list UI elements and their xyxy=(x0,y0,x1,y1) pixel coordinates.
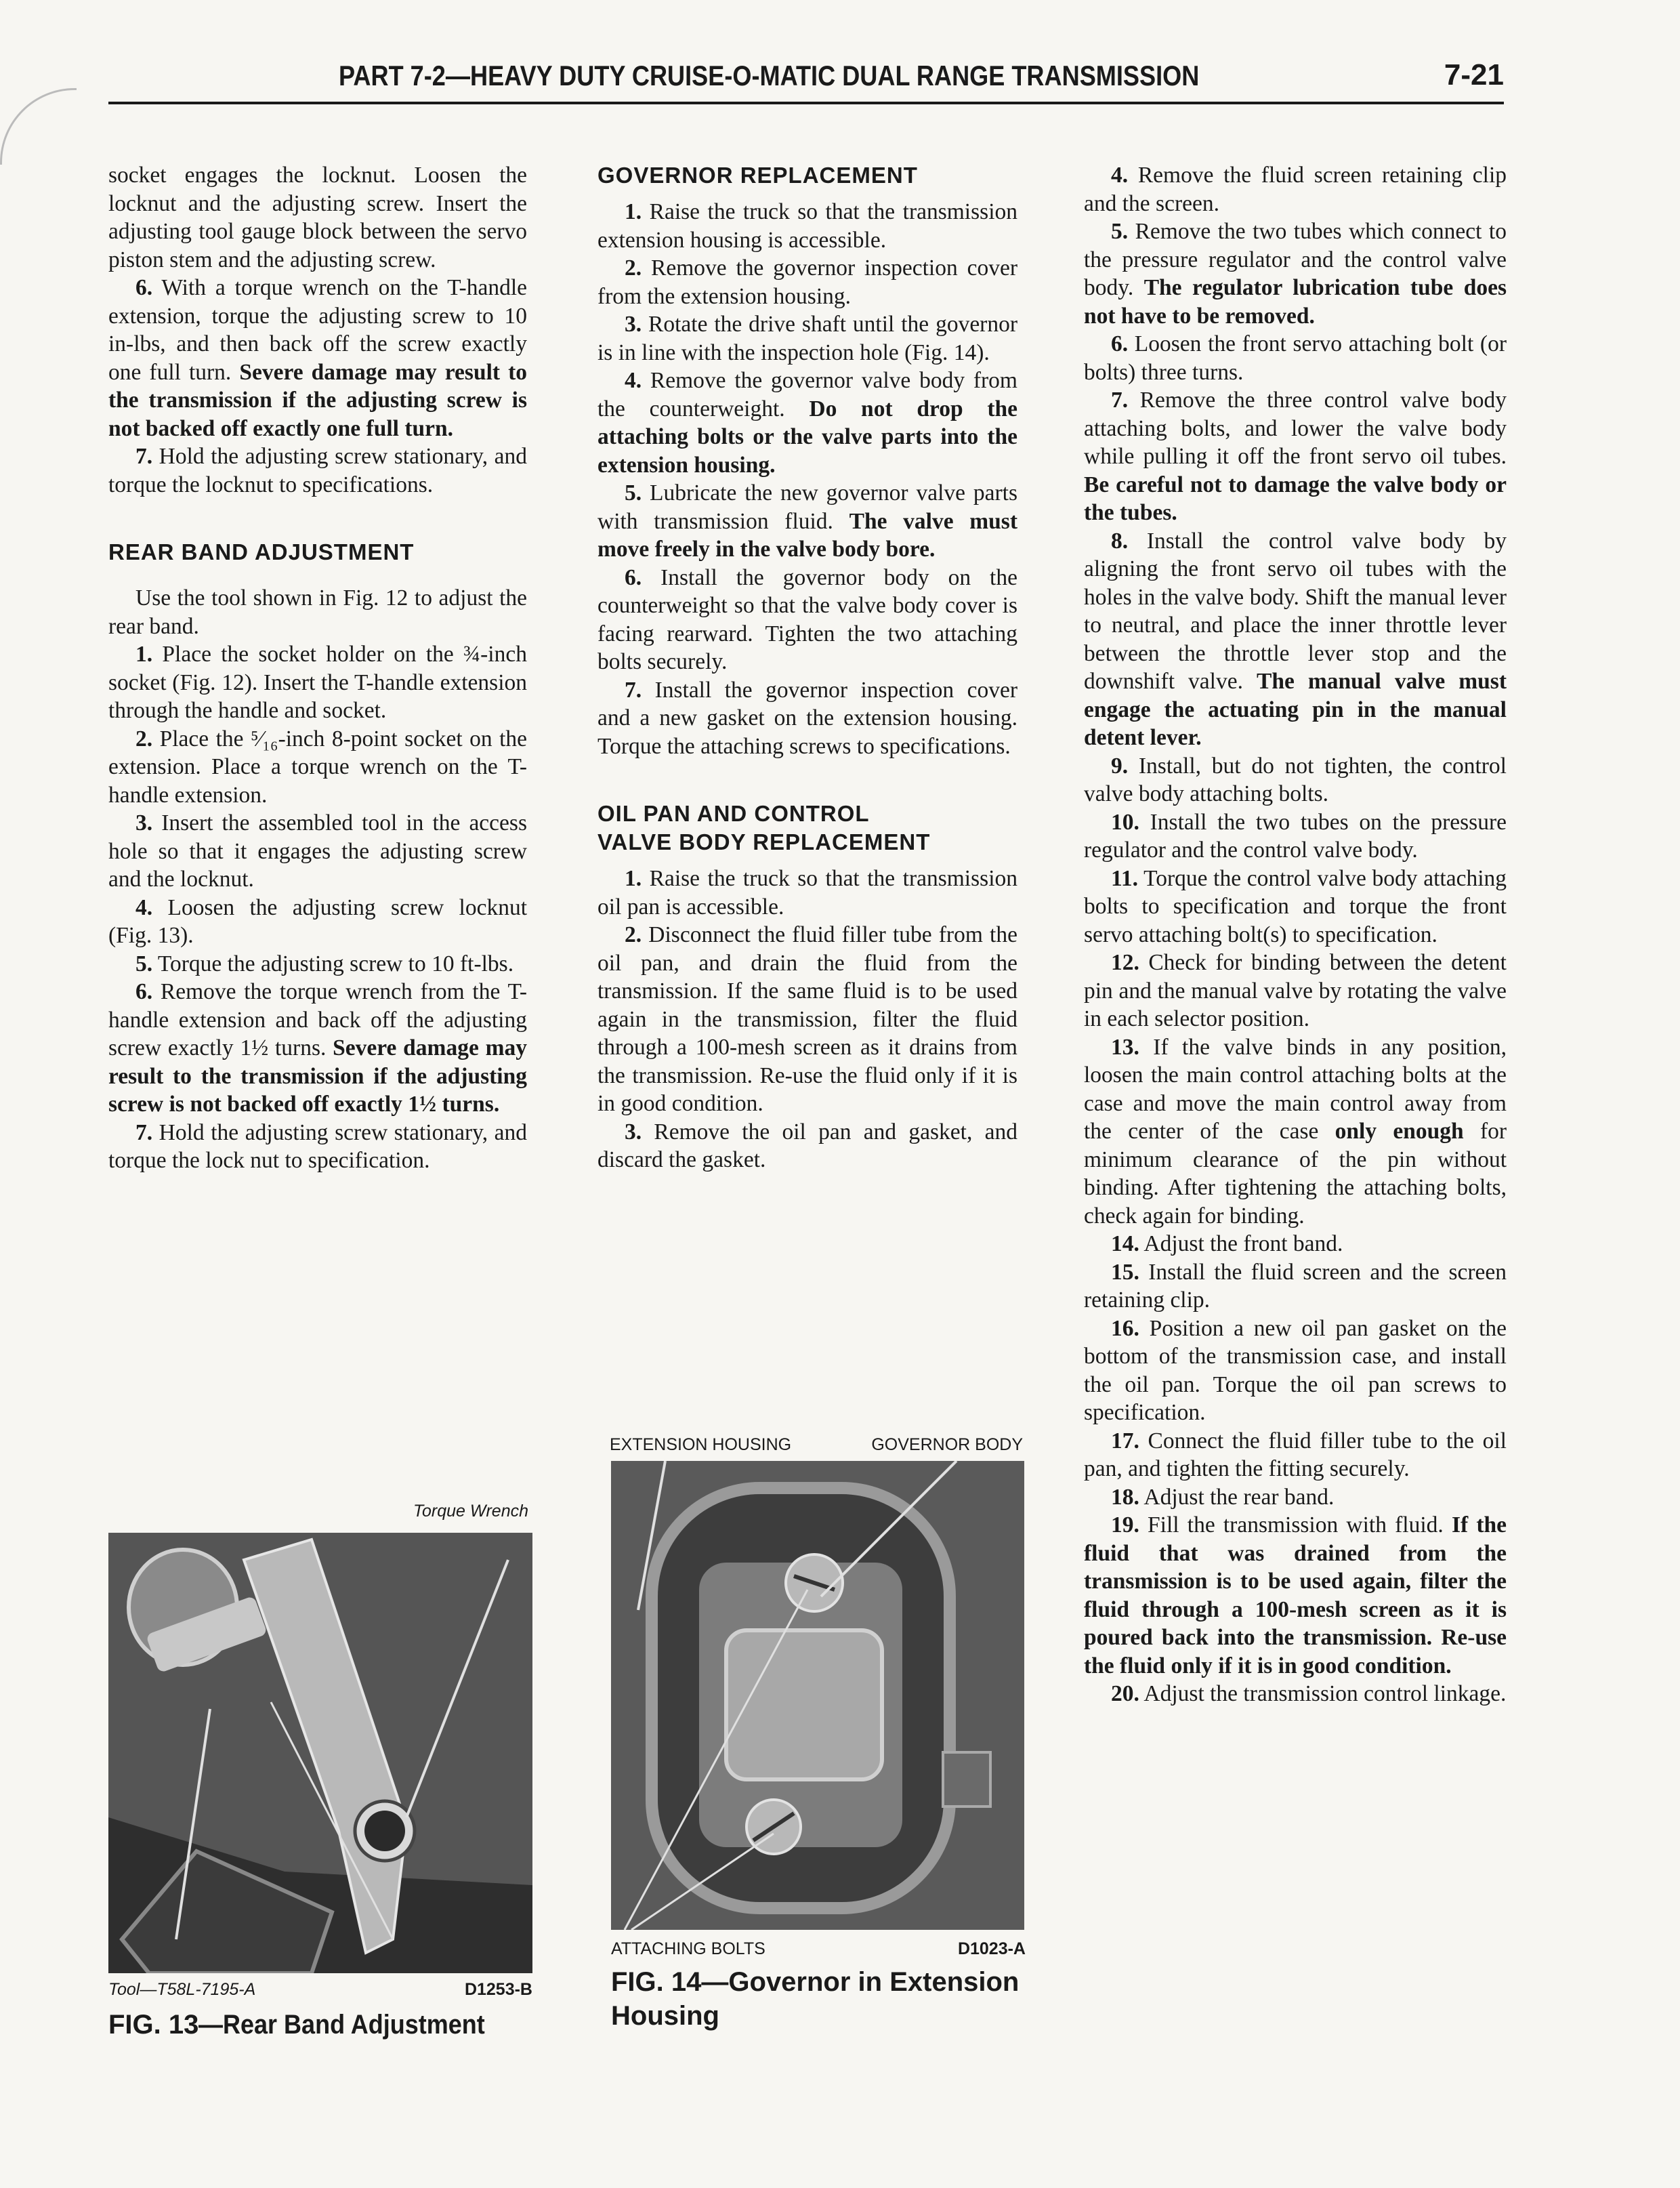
tool-number-label: Tool—T58L-7195-A xyxy=(108,1980,256,1999)
figure-14-labels xyxy=(611,1939,1026,1959)
figure-14-caption: FIG. 14—Governor in Extension Housing xyxy=(611,1967,1020,2031)
step-1: 1. Raise the truck so that the transmission extension housing is accessible. xyxy=(597,199,1017,253)
figure-13-caption: FIG. 13—Rear Band Adjustment xyxy=(108,2010,486,2040)
step-13: 13. If the valve binds in any position, loosen the main control attaching bolts at the case and move the main control away from the center of the case only enough for minimum clearance of the pin without binding. After tightening the attaching bolts, check again for binding. xyxy=(1084,1034,1507,1229)
step-2: 2. Remove the governor inspection cover from the extension housing. xyxy=(597,255,1017,309)
step-16: 16. Position a new oil pan gasket on the bottom of the transmission case, and install the oil pan. Torque the oil pan screws to specification. xyxy=(1084,1315,1507,1425)
step-9: 9. Install, but do not tighten, the control valve body attaching bolts. xyxy=(1084,753,1507,806)
callout-extension-housing: EXTENSION HOUSING xyxy=(610,1435,792,1454)
section-heading-oil-pan: OIL PAN AND CONTROL VALVE BODY REPLACEMENT xyxy=(597,801,931,854)
governor-illustration xyxy=(611,1461,1024,1930)
figure-13-photo xyxy=(108,1533,532,1973)
step-1: 1. Raise the truck so that the transmission oil pan is accessible. xyxy=(597,866,1017,920)
step-3: 3. Rotate the drive shaft until the governor is in line with the inspection hole (Fig. 14). xyxy=(597,312,1017,365)
step-7: 7. Hold the adjusting screw stationary, and torque the lock nut to specification. xyxy=(108,1119,527,1173)
section-heading-governor: GOVERNOR REPLACEMENT xyxy=(597,163,918,188)
step-3: 3. Insert the assembled tool in the access hole so that it engages the adjusting screw and the locknut. xyxy=(108,810,527,892)
step-11: 11. Torque the control valve body attaching bolts to specification and torque the front servo attaching bolt(s) to specification. xyxy=(1084,865,1507,947)
step-5: 5. Torque the adjusting screw to 10 ft-lbs. xyxy=(135,951,514,976)
column-middle xyxy=(597,161,1017,1174)
step-4: 4. Loosen the adjusting screw locknut (Fig. 13). xyxy=(108,894,527,948)
step-6: 6. Loosen the front servo attaching bolt (or bolts) three turns. xyxy=(1084,331,1507,385)
step-6: 6. Install the governor body on the counterweight so that the valve body cover is facing rearward. Tighten the two attaching bolts securely. xyxy=(597,564,1017,674)
paragraph: Use the tool shown in Fig. 12 to adjust the rear band. xyxy=(108,585,527,639)
step-6: 6. With a torque wrench on the T-handle extension, torque the adjusting screw to 10 in-lbs, and then back off the screw exactly one full turn. Severe damage may result to the transmission if the adjusting screw is not backed off exactly one full turn. xyxy=(108,275,528,441)
step-5: 5. Lubricate the new governor valve parts with transmission fluid. The valve must move freely in the valve body bore. xyxy=(597,480,1017,562)
figure-14-photo xyxy=(611,1461,1024,1930)
step-1: 1. Place the socket holder on the ¾-inch socket (Fig. 12). Insert the T-handle extension through the handle and socket. xyxy=(108,642,527,723)
step-8: 8. Install the control valve body by aligning the front servo oil tubes with the holes in the valve body. Shift the manual lever to neutral, and place the inner throttle lever between the throttle lever stop and the downshift valve. The manual valve must engage the actuating pin in the manual detent lever. xyxy=(1084,528,1507,750)
step-18: 18. Adjust the rear band. xyxy=(1111,1484,1335,1510)
figure-code: D1253-B xyxy=(464,1980,532,1999)
figure-14-top-labels xyxy=(610,1435,1023,1455)
step-19: 19. Fill the transmission with fluid. If the fluid that was drained from the transmission is to be used again, filter the fluid through a 100-mesh screen as it is poured back into the transmission. Re-use the fluid only if it is in good condition. xyxy=(1084,1512,1507,1678)
paragraph: socket engages the locknut. Loosen the locknut and the adjusting screw. Insert the adjusting tool gauge block between the servo piston stem and the adjusting screw. xyxy=(108,163,527,272)
step-2: 2. Disconnect the fluid filler tube from the oil pan, and drain the fluid from the transmission. If the same fluid is to be used again in the transmission, filter the fluid through a 100-mesh screen as it drains from the transmission. Re-use the fluid only if it is in good condition. xyxy=(597,922,1017,1116)
page-corner-mark xyxy=(0,88,77,165)
step-7: 7. Install the governor inspection cover and a new gasket on the extension housing. Torque the attaching screws to specifications. xyxy=(597,677,1017,759)
section-heading-rear-band: REAR BAND ADJUSTMENT xyxy=(108,539,415,564)
step-4: 4. Remove the fluid screen retaining clip and the screen. xyxy=(1084,163,1507,216)
column-left xyxy=(108,161,527,1175)
callout-torque-wrench: Torque Wrench xyxy=(413,1502,528,1521)
column-right xyxy=(1084,161,1507,1708)
step-14: 14. Adjust the front band. xyxy=(1111,1231,1343,1256)
torque-wrench-illustration xyxy=(108,1533,532,1973)
step-10: 10. Install the two tubes on the pressure regulator and the control valve body. xyxy=(1084,809,1507,863)
callout-governor-body: GOVERNOR BODY xyxy=(871,1435,1023,1454)
step-4: 4. Remove the governor valve body from the counterweight. Do not drop the attaching bolts or the valve parts into the extension housing. xyxy=(597,368,1017,478)
step-17: 17. Connect the fluid filler tube to the oil pan, and tighten the fitting securely. xyxy=(1084,1428,1507,1481)
step-20: 20. Adjust the transmission control linkage. xyxy=(1111,1681,1507,1706)
figure-13-labels xyxy=(108,1980,532,2000)
step-6: 6. Remove the torque wrench from the T-handle extension and back off the adjusting screw exactly 1½ turns. Severe damage may result to the transmission if the adjusting screw is not backed off exactly 1½ turns. xyxy=(108,979,527,1117)
step-7: 7. Remove the three control valve body attaching bolts, and lower the valve body while pulling it off the front servo oil tubes. Be careful not to damage the valve body or the tubes. xyxy=(1084,388,1507,525)
step-7: 7. Hold the adjusting screw stationary, and torque the locknut to specifications. xyxy=(108,444,527,497)
step-3: 3. Remove the oil pan and gasket, and discard the gasket. xyxy=(597,1119,1017,1172)
page-number: 7-21 xyxy=(1444,58,1504,91)
step-12: 12. Check for binding between the detent pin and the manual valve by rotating the valve in each selector position. xyxy=(1084,950,1507,1031)
running-title: PART 7-2—HEAVY DUTY CRUISE-O-MATIC DUAL RANGE TRANSMISSION xyxy=(339,60,1200,91)
figure-code: D1023-A xyxy=(957,1939,1026,1958)
step-5: 5. Remove the two tubes which connect to the pressure regulator and the control valve body. The regulator lubrication tube does not have to be removed. xyxy=(1084,219,1507,329)
step-15: 15. Install the fluid screen and the screen retaining clip. xyxy=(1084,1259,1507,1313)
callout-attaching-bolts: ATTACHING BOLTS xyxy=(611,1939,765,1958)
step-2: 2. Place the ⁵⁄₁₆-inch 8-point socket on the extension. Place a torque wrench on the T-handle extension. xyxy=(108,726,527,808)
page-header xyxy=(108,57,1504,104)
